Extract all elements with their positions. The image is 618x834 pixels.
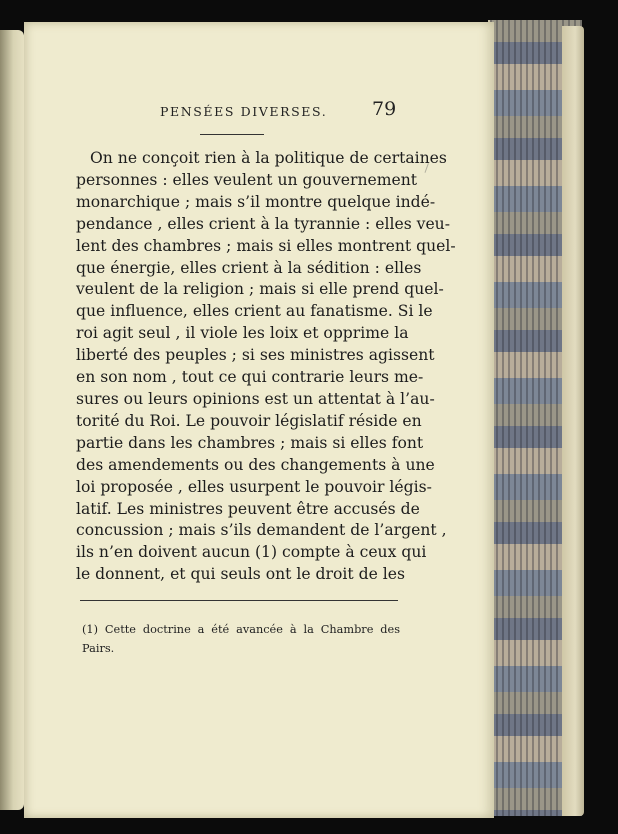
header-rule <box>200 134 264 135</box>
text-line: roi agit seul , il viole les loix et opprime la <box>76 324 409 343</box>
book-cover-board <box>562 26 584 816</box>
text-line: le donnent, et qui seuls ont le droit de les <box>76 565 405 584</box>
text-line: ils n’en doivent aucun (1) compte à ceux qui <box>76 543 427 562</box>
footnote-line: Pairs. <box>82 642 115 655</box>
footnote <box>82 620 400 658</box>
footnote-rule <box>80 600 398 601</box>
text-line: personnes : elles veulent un gouvernement <box>76 170 418 189</box>
text-line: lent des chambres ; mais si elles montrent quel- <box>76 236 456 255</box>
text-line: monarchique ; mais s’il montre quelque indé- <box>76 192 436 211</box>
text-line: pendance , elles crient à la tyrannie : elles veu- <box>76 214 450 233</box>
text-line: en son nom , tout ce qui contrarie leurs me- <box>76 368 424 387</box>
text-line: concussion ; mais s’ils demandent de l’argent , <box>76 521 447 540</box>
page-number: 79 <box>372 98 397 120</box>
running-head: PENSÉES DIVERSES. <box>160 104 328 119</box>
footnote-line: (1) Cette doctrine a été avancée à la Chambre des <box>82 623 400 636</box>
text-line: liberté des peuples ; si ses ministres agissent <box>76 346 435 365</box>
text-line: loi proposée , elles usurpent le pouvoir légis- <box>76 477 432 496</box>
text-line: latif. Les ministres peuvent être accusés de <box>76 499 420 518</box>
text-line: des amendements ou des changements à une <box>76 455 435 474</box>
text-line: sures ou leurs opinions est un attentat à l’au- <box>76 389 435 408</box>
facing-page-edge <box>0 30 24 810</box>
body-paragraph <box>76 148 456 586</box>
text-line: que énergie, elles crient à la sédition : elles <box>76 258 422 277</box>
text-line: torité du Roi. Le pouvoir législatif réside en <box>76 411 422 430</box>
text-line: que influence, elles crient au fanatisme. Si le <box>76 302 433 321</box>
text-line: partie dans les chambres ; mais si elles font <box>76 433 424 452</box>
text-line: veulent de la religion ; mais si elle prend quel- <box>76 280 444 299</box>
text-line: On ne conçoit rien à la politique de certaines <box>90 149 447 167</box>
